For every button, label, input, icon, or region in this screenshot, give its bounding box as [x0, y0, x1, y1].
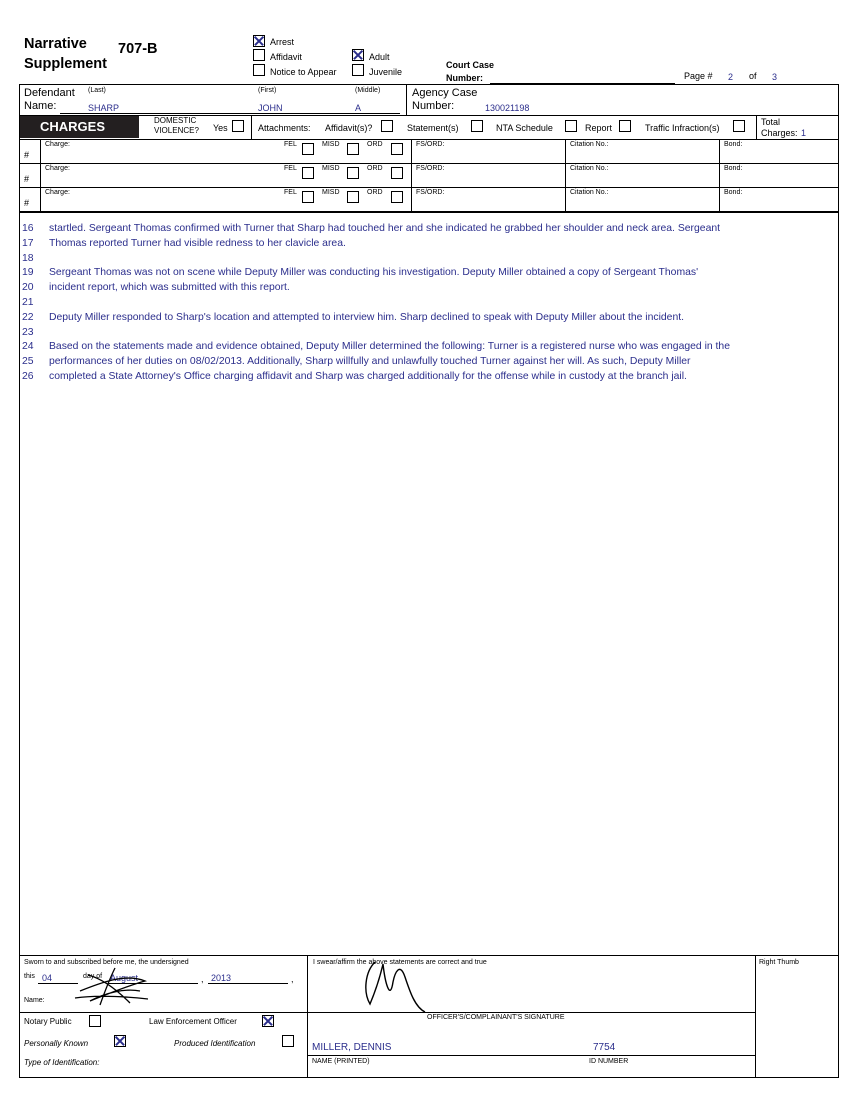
line-number: 24 — [22, 341, 34, 353]
fel-label: FEL — [284, 189, 297, 196]
officer-name: MILLER, DENNIS — [312, 1042, 392, 1053]
day-of-label: day of — [83, 973, 103, 980]
notice-to-appear-label: Notice to Appear — [270, 67, 337, 77]
charge-label: Charge: — [45, 141, 70, 148]
domestic-violence-label-2: VIOLENCE? — [154, 126, 199, 135]
arrest-checkbox[interactable] — [253, 35, 265, 47]
last-label: (Last) — [88, 87, 106, 94]
type-of-id-label: Type of Identification: — [24, 1058, 100, 1067]
charge-row-hash: # — [24, 198, 30, 208]
line-number: 16 — [22, 223, 34, 234]
this-label: this — [24, 973, 35, 980]
juvenile-label: Juvenile — [369, 67, 403, 77]
sworn-day: 04 — [42, 973, 53, 983]
defendant-name-label: Name: — [24, 100, 57, 112]
misd-checkbox-2[interactable] — [347, 167, 359, 179]
report-label: Report — [585, 123, 613, 133]
fel-label: FEL — [284, 165, 297, 172]
ord-label: ORD — [367, 141, 383, 148]
ord-checkbox-3[interactable] — [391, 191, 403, 203]
narrative-text: Thomas reported Turner had visible redness to her clavicle area. — [49, 237, 346, 249]
personally-known-label: Personally Known — [24, 1039, 89, 1048]
id-number-label: ID NUMBER — [589, 1058, 629, 1065]
affidavit-label: Affidavit — [270, 52, 302, 62]
charge-label: Charge: — [45, 189, 70, 196]
leo-checkbox[interactable] — [262, 1015, 274, 1027]
report-checkbox[interactable] — [619, 120, 631, 132]
notary-public-label: Notary Public — [24, 1017, 72, 1026]
total-charges-value: 1 — [801, 128, 807, 138]
nta-schedule-checkbox[interactable] — [565, 120, 577, 132]
ord-checkbox-1[interactable] — [391, 143, 403, 155]
sworn-year: 2013 — [211, 973, 232, 983]
defendant-first: JOHN — [258, 103, 283, 113]
notary-signature — [70, 963, 160, 1008]
produced-id-label: Produced Identification — [174, 1039, 256, 1048]
notice-to-appear-checkbox[interactable] — [253, 64, 265, 76]
form-title-line2: Supplement — [24, 56, 107, 72]
misd-label: MISD — [322, 189, 340, 196]
affidavit-checkbox[interactable] — [253, 49, 265, 61]
sworn-month: August — [110, 973, 139, 983]
statements-label: Statement(s) — [407, 123, 459, 133]
right-thumb-label: Right Thumb — [759, 959, 799, 966]
first-label: (First) — [258, 87, 277, 94]
defendant-last: SHARP — [88, 103, 120, 113]
court-case-label-2: Number: — [446, 73, 484, 83]
adult-label: Adult — [369, 52, 390, 62]
name-printed-label: NAME (PRINTED) — [312, 1058, 370, 1065]
ord-label: ORD — [367, 165, 383, 172]
bond-label: Bond: — [724, 189, 743, 196]
page-number: 2 — [728, 72, 734, 82]
officer-id: 7754 — [593, 1042, 616, 1053]
narrative-text: Based on the statements made and evidence obtained, Deputy Miller determined the following: Turner is a registered nurse who was engaged in the — [49, 341, 730, 353]
narrative-text: startled. Sergeant Thomas confirmed with Turner that Sharp had touched her and she indicated he grabbed her shoulder and neck area. Sergeant — [49, 223, 721, 234]
officer-signature — [355, 952, 435, 1016]
produced-id-checkbox[interactable] — [282, 1035, 294, 1047]
narrative-text: incident report, which was submitted with this report. — [49, 282, 290, 294]
line-number: 26 — [22, 371, 34, 382]
juvenile-checkbox[interactable] — [352, 64, 364, 76]
charge-row-hash: # — [24, 150, 30, 160]
traffic-infraction-label: Traffic Infraction(s) — [645, 123, 720, 133]
name-label: Name: — [24, 997, 45, 1004]
agency-case-number-label: Number: — [412, 100, 455, 112]
narrative-text: performances of her duties on 08/02/2013. Additionally, Sharp willfully and unlawfully touched Turner against her will. As such, Deputy Miller — [49, 356, 691, 368]
charge-row-hash: # — [24, 174, 30, 184]
fs-ord-label: FS/ORD: — [416, 189, 445, 196]
adult-checkbox[interactable] — [352, 49, 364, 61]
charges-title: CHARGES — [20, 116, 139, 138]
citation-label: Citation No.: — [570, 141, 609, 148]
fel-label: FEL — [284, 141, 297, 148]
defendant-label: Defendant — [24, 87, 75, 99]
agency-case-number: 130021198 — [485, 103, 530, 113]
domestic-violence-label: DOMESTIC — [154, 116, 197, 125]
fel-checkbox-1[interactable] — [302, 143, 314, 155]
defendant-middle: A — [355, 103, 362, 113]
court-case-label: Court Case — [446, 60, 495, 70]
agency-case-label: Agency Case — [412, 87, 478, 99]
officer-signature-label: OFFICER'S/COMPLAINANT'S SIGNATURE — [427, 1014, 565, 1021]
page-label: Page # — [684, 71, 713, 81]
citation-label: Citation No.: — [570, 165, 609, 172]
misd-label: MISD — [322, 141, 340, 148]
sworn-text: Sworn to and subscribed before me, the undersigned — [24, 959, 189, 966]
fel-checkbox-3[interactable] — [302, 191, 314, 203]
narrative-text: Deputy Miller responded to Sharp's location and attempted to interview him. Sharp declined to speak with Deputy Miller about the incident. — [49, 311, 685, 323]
notary-public-checkbox[interactable] — [89, 1015, 101, 1027]
ord-label: ORD — [367, 189, 383, 196]
line-number: 19 — [22, 267, 34, 279]
line-number: 18 — [22, 252, 34, 264]
page-of-label: of — [749, 71, 757, 81]
fel-checkbox-2[interactable] — [302, 167, 314, 179]
middle-label: (Middle) — [355, 87, 381, 94]
narrative-text: completed a State Attorney's Office charging affidavit and Sharp was charged additionally for the offense while in custody at the branch jail. — [49, 371, 687, 382]
line-number: 25 — [22, 356, 34, 368]
line-number: 23 — [22, 326, 34, 338]
statements-checkbox[interactable] — [471, 120, 483, 132]
form-number: 707-B — [118, 41, 158, 57]
misd-label: MISD — [322, 165, 340, 172]
line-number: 20 — [22, 282, 34, 294]
bond-label: Bond: — [724, 141, 743, 148]
total-charges-label-2: Charges: — [761, 128, 798, 138]
ord-checkbox-2[interactable] — [391, 167, 403, 179]
attachments-label: Attachments: — [258, 123, 311, 133]
line-number: 22 — [22, 311, 34, 323]
page-total: 3 — [772, 72, 778, 82]
misd-checkbox-1[interactable] — [347, 143, 359, 155]
swear-text: I swear/affirm the above statements are correct and true — [313, 959, 487, 966]
citation-label: Citation No.: — [570, 189, 609, 196]
fs-ord-label: FS/ORD: — [416, 165, 445, 172]
fs-ord-label: FS/ORD: — [416, 141, 445, 148]
form-title-line1: Narrative — [24, 36, 87, 52]
nta-schedule-label: NTA Schedule — [496, 123, 553, 133]
dv-yes-checkbox[interactable] — [232, 120, 244, 132]
affidavit-attach-checkbox[interactable] — [381, 120, 393, 132]
bond-label: Bond: — [724, 165, 743, 172]
personally-known-checkbox[interactable] — [114, 1035, 126, 1047]
total-charges-label: Total — [761, 117, 781, 127]
misd-checkbox-3[interactable] — [347, 191, 359, 203]
traffic-infraction-checkbox[interactable] — [733, 120, 745, 132]
arrest-label: Arrest — [270, 37, 295, 47]
line-number: 21 — [22, 297, 34, 308]
dv-yes-label: Yes — [213, 123, 228, 133]
narrative-text: Sergeant Thomas was not on scene while Deputy Miller was conducting his investigation. Deputy Miller obtained a copy of Sergeant Thomas' — [49, 267, 699, 279]
leo-label: Law Enforcement Officer — [149, 1017, 237, 1026]
charge-label: Charge: — [45, 165, 70, 172]
affidavit-attach-label: Affidavit(s)? — [325, 123, 373, 133]
line-number: 17 — [22, 237, 34, 249]
